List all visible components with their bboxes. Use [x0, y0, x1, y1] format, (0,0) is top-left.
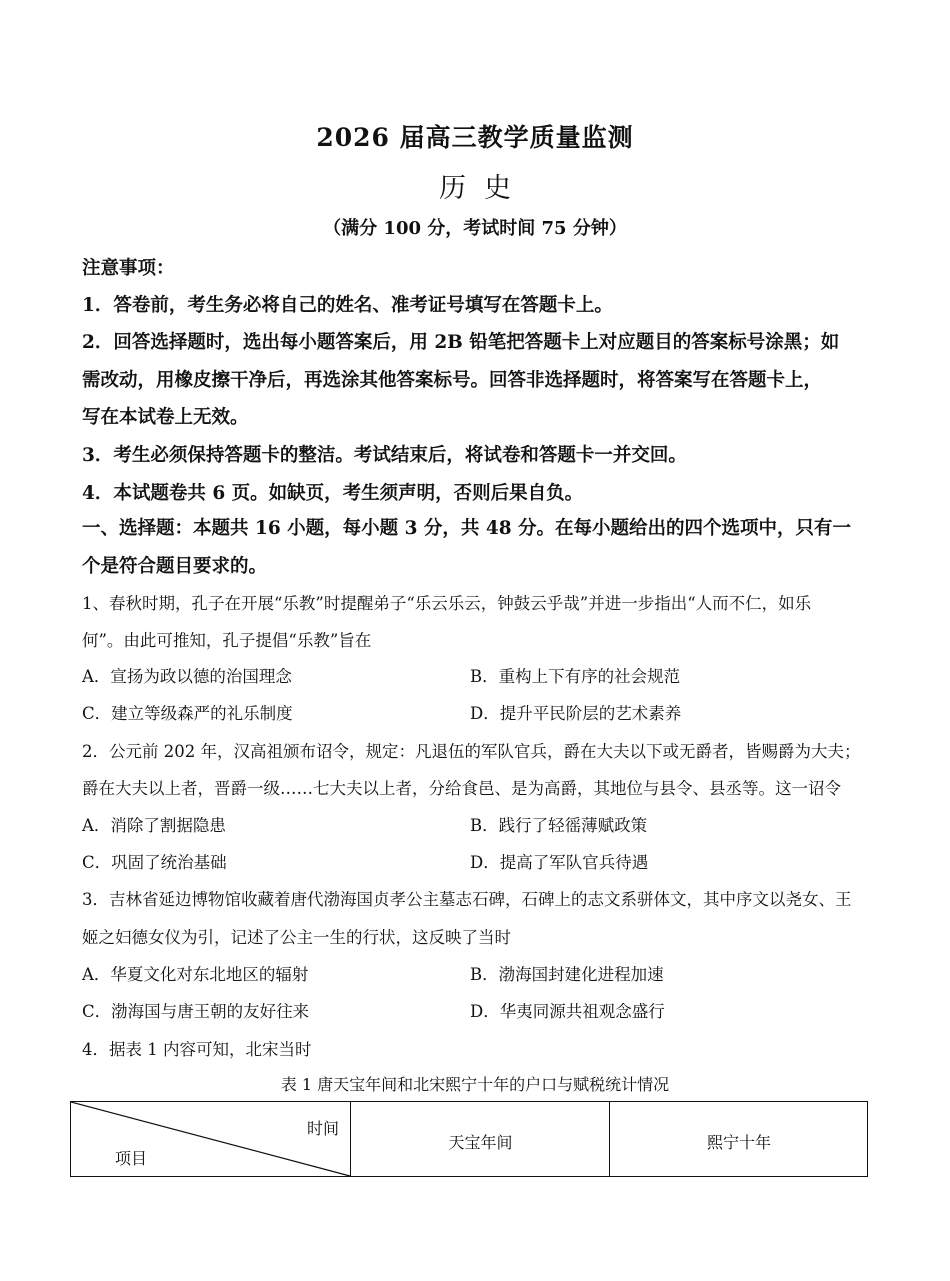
option-b: B．重构上下有序的社会规范: [470, 667, 681, 686]
option-c: C．渤海国与唐王朝的友好往来: [82, 1002, 310, 1021]
notice-line: 2．回答选择题时，选出每小题答案后，用 2B 铅笔把答题卡上对应题目的答案标号涂黑；如: [82, 332, 840, 353]
diagonal-divider: [71, 1102, 351, 1178]
section-heading: 个是符合题目要求的。: [82, 556, 268, 577]
option-a: A．消除了割据隐患: [82, 816, 226, 835]
question-stem: 1、春秋时期，孔子在开展“乐教”时提醒弟子“乐云乐云，钟鼓云乎哉”并进一步指出“人而不仁，如乐: [82, 594, 812, 613]
section-heading: 一、选择题：本题共 16 小题，每小题 3 分，共 48 分。在每小题给出的四个选项中，只有一: [82, 518, 852, 539]
table-caption: 表 1 唐天宝年间和北宋熙宁十年的户口与赋税统计情况: [280, 1075, 670, 1094]
column-divider: [609, 1102, 610, 1176]
question-stem: 4．据表 1 内容可知，北宋当时: [82, 1040, 312, 1059]
question-stem: 3．吉林省延边博物馆收藏着唐代渤海国贞孝公主墓志石碑，石碑上的志文系骈体文，其中序文以尧女、王: [82, 890, 852, 909]
question-stem: 姬之妇德女仪为引，记述了公主一生的行状，这反映了当时: [82, 928, 511, 947]
corner-header-time: 时间: [307, 1119, 340, 1138]
statistics-table: [70, 1101, 868, 1177]
option-c: C．建立等级森严的礼乐制度: [82, 704, 293, 723]
option-c: C．巩固了统治基础: [82, 853, 227, 872]
column-divider: [350, 1102, 351, 1176]
question-stem: 爵在大夫以上者，晋爵一级……七大夫以上者，分给食邑、是为高爵，其地位与县令、县丞等。这一诏令: [82, 779, 841, 798]
notice-line: 3．考生必须保持答题卡的整洁。考试结束后，将试卷和答题卡一并交回。: [82, 445, 687, 466]
option-d: D．华夷同源共祖观念盛行: [470, 1002, 665, 1021]
subject-title: 历史: [439, 173, 529, 204]
question-stem: 2．公元前 202 年，汉高祖颁布诏令，规定：凡退伍的军队官兵，爵在大夫以下或无爵者，皆赐爵为大夫；: [82, 742, 861, 761]
option-d: D．提高了军队官兵待遇: [470, 853, 649, 872]
option-d: D．提升平民阶层的艺术素养: [470, 704, 682, 723]
exam-meta: （满分 100 分，考试时间 75 分钟）: [323, 218, 627, 239]
option-b: B．渤海国封建化进程加速: [470, 965, 664, 984]
option-a: A．宣扬为政以德的治国理念: [82, 667, 292, 686]
corner-header-item: 项目: [115, 1149, 148, 1168]
question-stem: 何”。由此可推知，孔子提倡“乐教”旨在: [82, 631, 372, 650]
notice-heading: 注意事项：: [82, 258, 175, 279]
notice-line: 4．本试题卷共 6 页。如缺页，考生须声明，否则后果自负。: [82, 483, 584, 504]
option-a: A．华夏文化对东北地区的辐射: [82, 965, 309, 984]
notice-line: 需改动，用橡皮擦干净后，再选涂其他答案标号。回答非选择题时，将答案写在答题卡上，: [82, 370, 823, 391]
notice-line: 1．答卷前，考生务必将自己的姓名、准考证号填写在答题卡上。: [82, 295, 613, 316]
option-b: B．践行了轻徭薄赋政策: [470, 816, 648, 835]
column-header: 天宝年间: [448, 1133, 513, 1152]
exam-title: 2026 届高三教学质量监测: [316, 123, 634, 152]
notice-line: 写在本试卷上无效。: [82, 407, 249, 428]
column-header: 熙宁十年: [706, 1133, 771, 1152]
